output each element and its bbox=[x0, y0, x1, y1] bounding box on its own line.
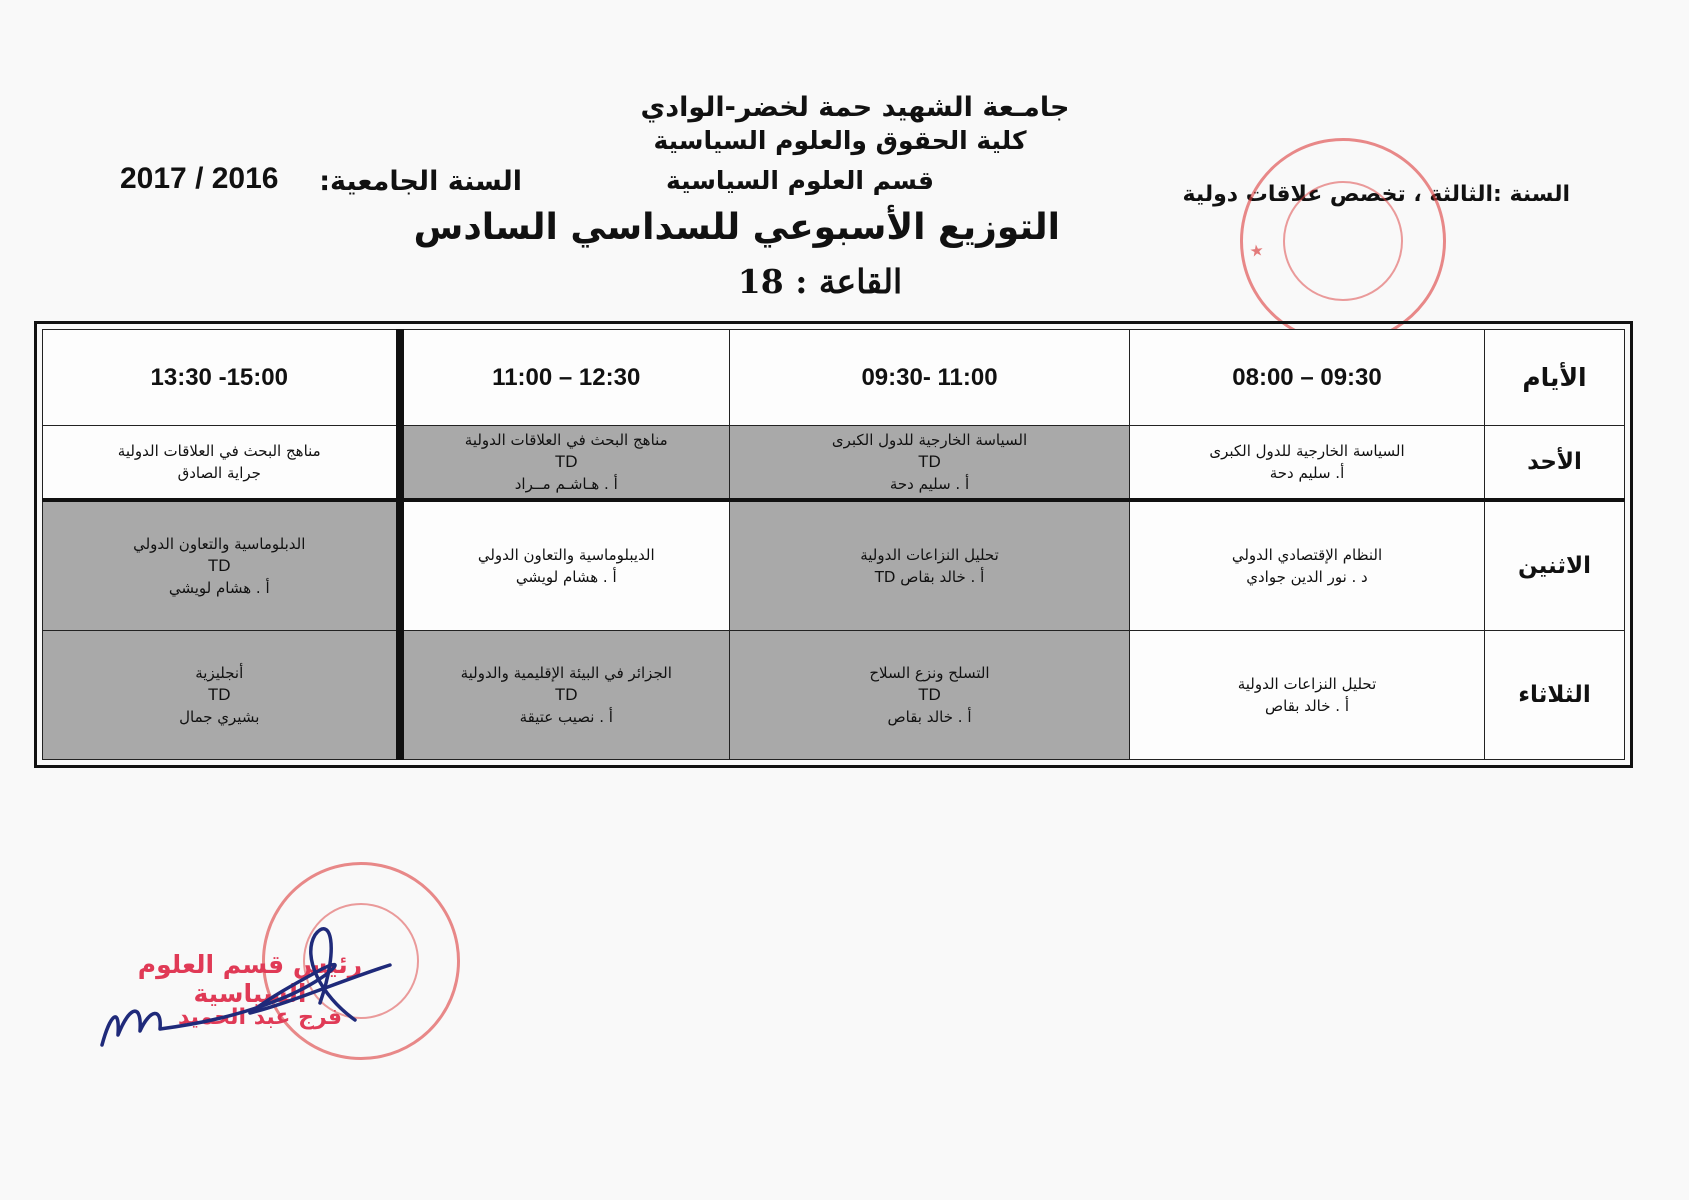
table-row bbox=[43, 631, 1625, 760]
course-name: السياسة الخارجية للدول الكبرى bbox=[1209, 442, 1405, 460]
schedule-cell bbox=[400, 500, 730, 631]
slot-header: 12:30 – 11:00 bbox=[400, 330, 730, 426]
schedule-cell bbox=[730, 631, 1130, 760]
course-name: مناهج البحث في العلاقات الدولية bbox=[117, 442, 321, 460]
course-name: تحليل النزاعات الدولية bbox=[1237, 675, 1377, 693]
day-label: الثلاثاء bbox=[1485, 631, 1625, 760]
schedule-cell bbox=[43, 426, 400, 501]
instructor-name: أ . هـاشـم مــراد bbox=[514, 475, 618, 493]
department-head-title: رئيس قسم العلوم السياسية bbox=[137, 950, 363, 1008]
instructor-name: أ . خالد بقاص TD bbox=[874, 568, 985, 586]
schedule-cell bbox=[730, 426, 1130, 501]
course-name: الجزائر في البيئة الإقليمية والدولية bbox=[460, 664, 672, 682]
instructor-name: أ . خالد بقاص bbox=[1265, 697, 1349, 715]
slot-header: 11:00 -09:30 bbox=[730, 330, 1130, 426]
schedule-cell bbox=[730, 500, 1130, 631]
faculty-name: كلية الحقوق والعلوم السياسية bbox=[653, 126, 1027, 155]
schedule-cell bbox=[43, 500, 400, 631]
instructor-name: أ . نصيب عتيقة bbox=[519, 708, 613, 726]
instructor-name: أ . خالد بقاص bbox=[887, 708, 972, 726]
table-row bbox=[43, 426, 1625, 501]
session-type: TD bbox=[207, 556, 231, 575]
weekly-schedule-table bbox=[42, 329, 1625, 760]
schedule-cell bbox=[1130, 426, 1485, 501]
table-row bbox=[43, 500, 1625, 631]
handwritten-signature bbox=[90, 885, 450, 1065]
table-header-row bbox=[43, 330, 1625, 426]
schedule-cell bbox=[400, 631, 730, 760]
session-type: TD bbox=[554, 685, 578, 704]
day-label: الاثنين bbox=[1485, 500, 1625, 631]
university-name: جامـعة الشهيد حمة لخضر-الوادي bbox=[640, 92, 1070, 123]
class-level: السنة :الثالثة ، تخصص علاقات دولية bbox=[1182, 182, 1570, 207]
instructor-name: أ. سليم دحة bbox=[1269, 464, 1345, 482]
course-name: مناهج البحث في العلاقات الدولية bbox=[464, 431, 668, 449]
schedule-cell bbox=[1130, 631, 1485, 760]
course-name: السياسة الخارجية للدول الكبرى bbox=[831, 431, 1028, 449]
slot-header: 09:30 – 08:00 bbox=[1130, 330, 1485, 426]
session-type: TD bbox=[554, 452, 578, 471]
schedule-cell bbox=[400, 426, 730, 501]
academic-year-value: 2017 / 2016 bbox=[120, 162, 279, 195]
course-name: النظام الإقتصادي الدولي bbox=[1231, 546, 1383, 564]
academic-year-label: السنة الجامعية: bbox=[319, 166, 522, 197]
instructor-name: أ . سليم دحة bbox=[889, 475, 970, 493]
instructor-name: أ . هشام لويشي bbox=[515, 568, 617, 586]
department-name: قسم العلوم السياسية bbox=[665, 166, 935, 195]
session-type: TD bbox=[918, 685, 941, 704]
department-head-name: فرج عبد الحميد bbox=[177, 1005, 343, 1030]
instructor-name: د . نور الدين جوادي bbox=[1246, 568, 1368, 586]
course-name: الدبلوماسية والتعاون الدولي bbox=[133, 535, 306, 553]
days-header: الأيام bbox=[1485, 330, 1625, 426]
slot-header: 15:00- 13:30 bbox=[43, 330, 400, 426]
instructor-name: جراية الصادق bbox=[177, 464, 261, 482]
session-type: TD bbox=[918, 452, 941, 471]
star-icon: ★ bbox=[1248, 240, 1266, 262]
schedule-cell bbox=[43, 631, 400, 760]
schedule-title: التوزيع الأسبوعي للسداسي السادس bbox=[413, 207, 1060, 248]
course-name: أنجليزية bbox=[195, 664, 244, 682]
day-label: الأحد bbox=[1485, 426, 1625, 501]
session-type: TD bbox=[207, 685, 231, 704]
schedule-cell bbox=[1130, 500, 1485, 631]
course-name: تحليل النزاعات الدولية bbox=[860, 546, 999, 564]
instructor-name: أ . هشام لويشي bbox=[168, 579, 270, 597]
room-number: القاعة : 18 bbox=[737, 262, 903, 301]
instructor-name: بشيري جمال bbox=[179, 708, 260, 726]
course-name: الديبلوماسية والتعاون الدولي bbox=[477, 546, 655, 564]
official-stamp-top bbox=[1227, 125, 1460, 358]
course-name: التسلح ونزع السلاح bbox=[869, 664, 990, 682]
